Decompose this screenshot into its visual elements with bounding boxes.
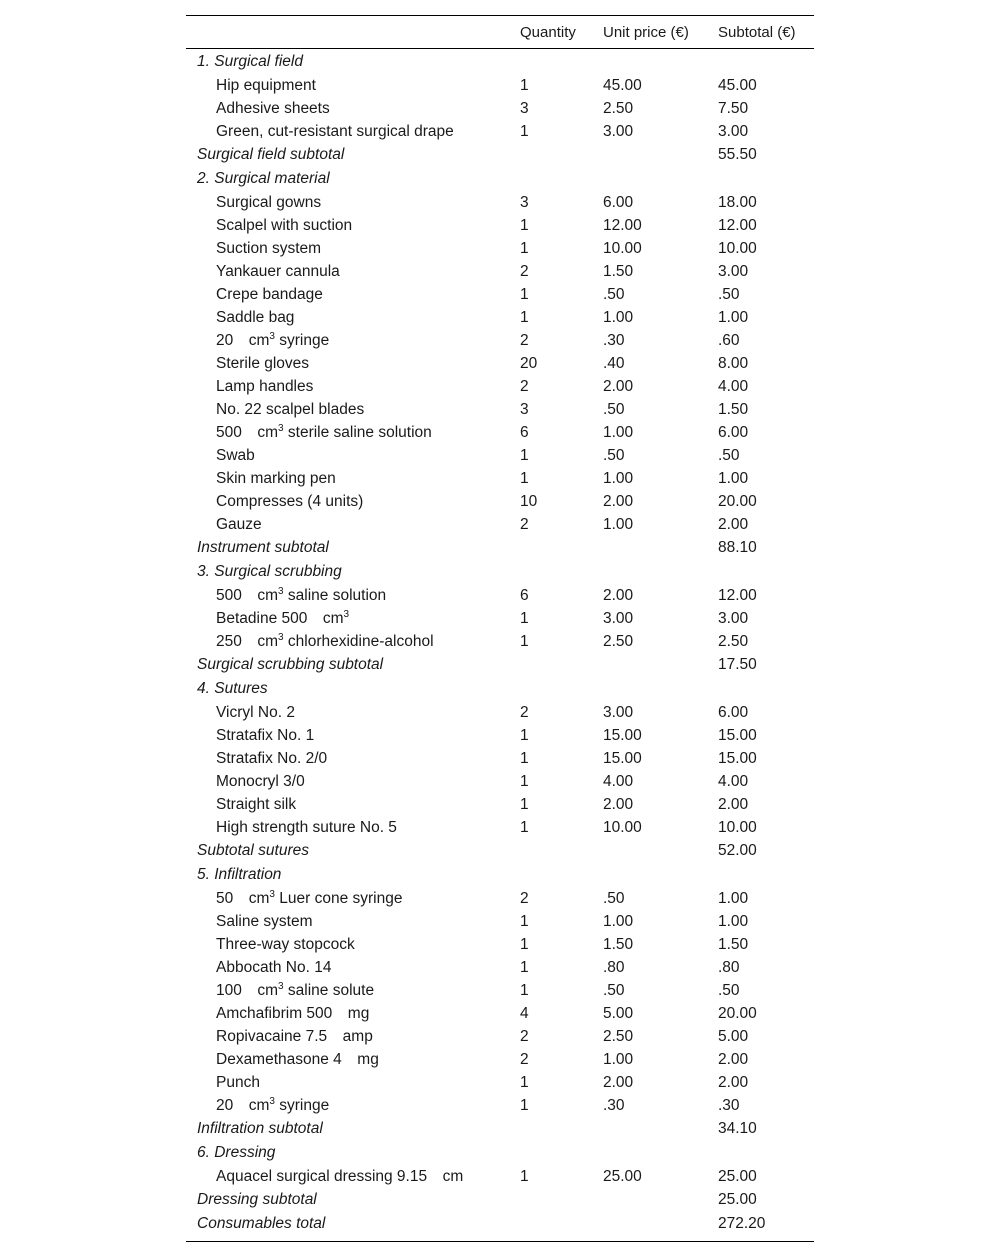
section-title-row: [186, 167, 814, 191]
section-title-row: [186, 1141, 814, 1165]
item-name-pre: 20 cm: [216, 1096, 270, 1114]
section-subtotal-row: [186, 653, 814, 677]
item-name: Three-way stopcock: [216, 935, 355, 953]
item-unit-price: .30: [603, 1096, 625, 1114]
section-title: 2. Surgical material: [197, 170, 330, 187]
item-name-post: saline solute: [283, 981, 375, 999]
item-subtotal: 3.00: [718, 609, 749, 627]
table-row: [186, 97, 814, 120]
table-row: [186, 260, 814, 283]
table-row: [186, 607, 814, 630]
item-name-superscript: 3: [343, 608, 350, 620]
item-unit-price: 1.00: [603, 1050, 634, 1068]
item-subtotal: 3.00: [718, 262, 749, 280]
item-name-superscript: 3: [278, 585, 284, 597]
item-subtotal: 2.00: [718, 515, 749, 533]
header-unit-price: Unit price (€): [603, 23, 689, 41]
item-name: Swab: [216, 446, 255, 464]
item-subtotal: 2.50: [718, 632, 749, 650]
item-name: Sterile gloves: [216, 354, 310, 372]
item-name: Crepe bandage: [216, 285, 323, 303]
table-row: [186, 283, 814, 306]
item-quantity: 1: [520, 308, 529, 326]
item-unit-price: 4.00: [603, 772, 634, 790]
table-row: [186, 237, 814, 260]
table-row: [186, 467, 814, 490]
table-row: [186, 701, 814, 724]
table-row: [186, 352, 814, 375]
item-name: Stratafix No. 1: [216, 726, 315, 744]
section-subtotal-value: 25.00: [718, 1191, 757, 1208]
item-unit-price: 10.00: [603, 239, 642, 257]
table-row: [186, 444, 814, 467]
item-name-pre: 20 cm: [216, 331, 270, 349]
item-quantity: 2: [520, 889, 529, 907]
table-row: [186, 74, 814, 97]
item-name: Saline system: [216, 912, 313, 930]
item-unit-price: 15.00: [603, 749, 642, 767]
item-unit-price: .80: [603, 958, 625, 976]
section-subtotal-label: Instrument subtotal: [197, 539, 329, 556]
item-quantity: 1: [520, 446, 529, 464]
section-subtotal-value: 34.10: [718, 1120, 757, 1137]
item-subtotal: 2.00: [718, 1050, 749, 1068]
item-unit-price: 2.00: [603, 377, 634, 395]
item-quantity: 1: [520, 1096, 529, 1114]
item-quantity: 1: [520, 632, 529, 650]
item-quantity: 1: [520, 216, 529, 234]
item-quantity: 10: [520, 492, 538, 510]
item-name: Adhesive sheets: [216, 99, 330, 117]
item-unit-price: 45.00: [603, 76, 642, 94]
item-unit-price: 2.00: [603, 492, 634, 510]
section-title-row: [186, 863, 814, 887]
table-row: [186, 933, 814, 956]
item-name: Dexamethasone 4 mg: [216, 1050, 379, 1068]
table-row: [186, 956, 814, 979]
item-subtotal: 10.00: [718, 239, 757, 257]
item-name: Compresses (4 units): [216, 492, 364, 510]
item-quantity: 1: [520, 935, 529, 953]
item-quantity: 1: [520, 609, 529, 627]
table-row: [186, 1002, 814, 1025]
item-name: Aquacel surgical dressing 9.15 cm: [216, 1167, 464, 1185]
section-subtotal-value: 55.50: [718, 146, 757, 163]
item-subtotal: 2.00: [718, 1073, 749, 1091]
item-subtotal: 12.00: [718, 586, 757, 604]
table-row: [186, 490, 814, 513]
table-row: [186, 979, 814, 1002]
item-name: Abbocath No. 14: [216, 958, 332, 976]
item-subtotal: 8.00: [718, 354, 749, 372]
item-name: Amchafibrim 500 mg: [216, 1004, 370, 1022]
item-subtotal: 12.00: [718, 216, 757, 234]
section-subtotal-value: 52.00: [718, 842, 757, 859]
item-unit-price: 1.00: [603, 423, 634, 441]
item-subtotal: 2.00: [718, 795, 749, 813]
item-quantity: 6: [520, 423, 529, 441]
item-unit-price: 2.50: [603, 99, 634, 117]
item-quantity: 4: [520, 1004, 529, 1022]
section-subtotal-value: 17.50: [718, 656, 757, 673]
item-quantity: 1: [520, 818, 529, 836]
table-row: [186, 398, 814, 421]
item-name-post: syringe: [274, 1096, 330, 1114]
table-row: [186, 1094, 814, 1117]
item-name: Vicryl No. 2: [216, 703, 295, 721]
section-subtotal-value: 88.10: [718, 539, 757, 556]
item-name: Gauze: [216, 515, 262, 533]
section-subtotal-row: [186, 1188, 814, 1212]
item-name: No. 22 scalpel blades: [216, 400, 365, 418]
item-subtotal: 45.00: [718, 76, 757, 94]
item-subtotal: .80: [718, 958, 740, 976]
item-unit-price: 3.00: [603, 703, 634, 721]
item-subtotal: 10.00: [718, 818, 757, 836]
item-quantity: 1: [520, 122, 529, 140]
table-row: [186, 214, 814, 237]
table-row: [186, 329, 814, 352]
section-title-row: [186, 560, 814, 584]
item-quantity: 6: [520, 586, 529, 604]
section-title: 5. Infiltration: [197, 866, 282, 883]
item-quantity: 1: [520, 912, 529, 930]
item-quantity: 20: [520, 354, 538, 372]
table-row: [186, 1165, 814, 1188]
item-unit-price: 2.00: [603, 795, 634, 813]
item-subtotal: 1.00: [718, 308, 749, 326]
item-quantity: 1: [520, 285, 529, 303]
table-header: [186, 16, 814, 48]
item-name-pre: Betadine 500 cm: [216, 609, 344, 627]
item-unit-price: 15.00: [603, 726, 642, 744]
item-subtotal: 3.00: [718, 122, 749, 140]
section-subtotal-label: Infiltration subtotal: [197, 1120, 323, 1137]
item-unit-price: 12.00: [603, 216, 642, 234]
item-unit-price: 1.00: [603, 515, 634, 533]
item-unit-price: .50: [603, 446, 625, 464]
item-name-superscript: 3: [278, 980, 284, 992]
item-name: Hip equipment: [216, 76, 316, 94]
section-title-row: [186, 50, 814, 74]
item-subtotal: .50: [718, 285, 740, 303]
item-subtotal: .30: [718, 1096, 740, 1114]
consumables-cost-table: [186, 15, 814, 1242]
total-row: [186, 1212, 814, 1236]
section-title: 4. Sutures: [197, 680, 268, 697]
item-name: Straight silk: [216, 795, 297, 813]
item-unit-price: 1.00: [603, 308, 634, 326]
table-row: [186, 887, 814, 910]
item-quantity: 2: [520, 331, 529, 349]
item-name: Monocryl 3/0: [216, 772, 305, 790]
item-name: [186, 610, 520, 628]
item-unit-price: 2.00: [603, 1073, 634, 1091]
table-row: [186, 191, 814, 214]
item-quantity: 1: [520, 239, 529, 257]
item-name-superscript: 3: [278, 422, 284, 434]
item-quantity: 1: [520, 981, 529, 999]
item-name: Stratafix No. 2/0: [216, 749, 328, 767]
item-quantity: 1: [520, 1073, 529, 1091]
item-name-post: chlorhexidine-alcohol: [283, 632, 434, 650]
item-subtotal: 1.50: [718, 400, 749, 418]
item-subtotal: .50: [718, 446, 740, 464]
item-name-superscript: 3: [269, 1095, 275, 1107]
item-subtotal: 7.50: [718, 99, 749, 117]
item-name: [186, 332, 520, 350]
item-quantity: 1: [520, 958, 529, 976]
item-unit-price: 2.50: [603, 1027, 634, 1045]
item-name-post: Luer cone syringe: [274, 889, 403, 907]
item-unit-price: 25.00: [603, 1167, 642, 1185]
total-value: 272.20: [718, 1215, 766, 1232]
item-unit-price: .50: [603, 889, 625, 907]
item-quantity: 1: [520, 76, 529, 94]
item-subtotal: 4.00: [718, 377, 749, 395]
item-quantity: 1: [520, 795, 529, 813]
item-name: [186, 587, 520, 605]
item-subtotal: 25.00: [718, 1167, 757, 1185]
table-row: [186, 630, 814, 653]
item-unit-price: 1.50: [603, 262, 634, 280]
section-title: 1. Surgical field: [197, 53, 303, 70]
section-subtotal-row: [186, 536, 814, 560]
item-quantity: 1: [520, 469, 529, 487]
item-name: [186, 1097, 520, 1115]
item-name-pre: 250 cm: [216, 632, 279, 650]
item-name: [186, 424, 520, 442]
table-row: [186, 770, 814, 793]
item-name-post: syringe: [274, 331, 330, 349]
item-quantity: 1: [520, 772, 529, 790]
table-row: [186, 1025, 814, 1048]
item-subtotal: 5.00: [718, 1027, 749, 1045]
item-quantity: 1: [520, 726, 529, 744]
item-subtotal: 15.00: [718, 726, 757, 744]
item-name: Punch: [216, 1073, 260, 1091]
item-name: Lamp handles: [216, 377, 314, 395]
item-subtotal: .60: [718, 331, 740, 349]
section-title: 3. Surgical scrubbing: [197, 563, 342, 580]
section-subtotal-label: Surgical field subtotal: [197, 146, 345, 163]
section-subtotal-label: Subtotal sutures: [197, 842, 310, 859]
table-row: [186, 306, 814, 329]
item-name: Yankauer cannula: [216, 262, 340, 280]
item-unit-price: 1.00: [603, 469, 634, 487]
table-row: [186, 584, 814, 607]
table-row: [186, 793, 814, 816]
item-subtotal: 15.00: [718, 749, 757, 767]
item-name-superscript: 3: [278, 631, 284, 643]
item-unit-price: 2.00: [603, 586, 634, 604]
table-row: [186, 421, 814, 444]
item-name-post: sterile saline solution: [283, 423, 432, 441]
section-subtotal-label: Dressing subtotal: [197, 1191, 317, 1208]
item-name: [186, 633, 520, 651]
table-row: [186, 120, 814, 143]
item-subtotal: 20.00: [718, 492, 757, 510]
item-name: Skin marking pen: [216, 469, 336, 487]
item-quantity: 1: [520, 1167, 529, 1185]
section-subtotal-row: [186, 1117, 814, 1141]
table-row: [186, 747, 814, 770]
item-subtotal: 20.00: [718, 1004, 757, 1022]
item-quantity: 2: [520, 515, 529, 533]
item-name: Ropivacaine 7.5 amp: [216, 1027, 373, 1045]
item-name: Saddle bag: [216, 308, 295, 326]
item-quantity: 3: [520, 400, 529, 418]
table-body: [186, 50, 814, 1236]
item-unit-price: .30: [603, 331, 625, 349]
item-quantity: 2: [520, 703, 529, 721]
item-subtotal: 6.00: [718, 423, 749, 441]
item-subtotal: 4.00: [718, 772, 749, 790]
item-unit-price: .50: [603, 981, 625, 999]
section-subtotal-row: [186, 143, 814, 167]
item-unit-price: 3.00: [603, 122, 634, 140]
item-subtotal: 1.50: [718, 935, 749, 953]
item-name: High strength suture No. 5: [216, 818, 397, 836]
item-quantity: 2: [520, 377, 529, 395]
section-subtotal-row: [186, 839, 814, 863]
item-unit-price: 10.00: [603, 818, 642, 836]
table-row: [186, 910, 814, 933]
item-unit-price: 2.50: [603, 632, 634, 650]
section-title-row: [186, 677, 814, 701]
item-subtotal: 1.00: [718, 889, 749, 907]
item-name-post: saline solution: [283, 586, 387, 604]
item-unit-price: 6.00: [603, 193, 634, 211]
item-name: [186, 890, 520, 908]
item-name-pre: 500 cm: [216, 586, 279, 604]
item-name-superscript: 3: [269, 330, 275, 342]
section-title: 6. Dressing: [197, 1144, 276, 1161]
table-header-rule: [186, 48, 814, 49]
item-name-pre: 50 cm: [216, 889, 270, 907]
table-row: [186, 513, 814, 536]
item-name: Surgical gowns: [216, 193, 322, 211]
item-quantity: 1: [520, 749, 529, 767]
item-quantity: 3: [520, 99, 529, 117]
item-name: Green, cut-resistant surgical drape: [216, 122, 454, 140]
item-unit-price: 1.50: [603, 935, 634, 953]
item-name: [186, 982, 520, 1000]
item-name-pre: 500 cm: [216, 423, 279, 441]
item-quantity: 2: [520, 262, 529, 280]
item-unit-price: .50: [603, 285, 625, 303]
total-label: Consumables total: [197, 1215, 326, 1232]
table-row: [186, 375, 814, 398]
item-subtotal: 1.00: [718, 912, 749, 930]
item-name: Suction system: [216, 239, 322, 257]
table-row: [186, 724, 814, 747]
item-quantity: 3: [520, 193, 529, 211]
item-subtotal: 18.00: [718, 193, 757, 211]
table-row: [186, 1048, 814, 1071]
item-name-pre: 100 cm: [216, 981, 279, 999]
item-unit-price: .40: [603, 354, 625, 372]
item-unit-price: 3.00: [603, 609, 634, 627]
item-subtotal: 1.00: [718, 469, 749, 487]
section-subtotal-label: Surgical scrubbing subtotal: [197, 656, 384, 673]
header-quantity: Quantity: [520, 23, 576, 41]
header-subtotal: Subtotal (€): [718, 23, 796, 41]
item-quantity: 2: [520, 1027, 529, 1045]
item-unit-price: 5.00: [603, 1004, 634, 1022]
table-row: [186, 1071, 814, 1094]
item-unit-price: 1.00: [603, 912, 634, 930]
item-unit-price: .50: [603, 400, 625, 418]
item-subtotal: 6.00: [718, 703, 749, 721]
item-name-superscript: 3: [269, 888, 275, 900]
item-name: Scalpel with suction: [216, 216, 353, 234]
item-subtotal: .50: [718, 981, 740, 999]
table-row: [186, 816, 814, 839]
item-quantity: 2: [520, 1050, 529, 1068]
table-bottom-rule: [186, 1241, 814, 1242]
